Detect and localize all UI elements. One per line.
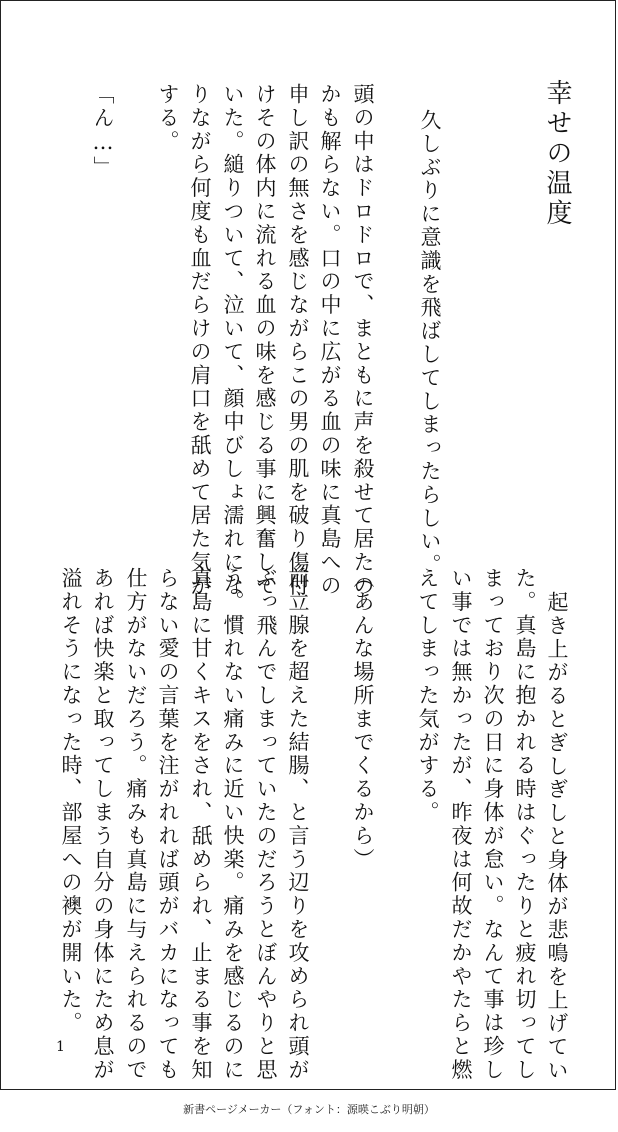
bottom-column-11: う。慣れない痛みに近い快楽。痛みを感じるのに [221, 567, 245, 1082]
top-column-11: 「ん…」 [91, 83, 115, 180]
bottom-column-9: 前立腺を超えた結腸、と言う辺りを攻められ頭が [286, 567, 310, 1082]
bottom-column-16: 溢れそうになった時、部屋への襖が開いた。 [59, 567, 83, 1035]
top-column-8: りながら何度も血だらけの肩口を舐めて居た気が [188, 83, 212, 598]
top-column-7: いた。縋りついて、泣いて、顔中びしょ濡れにな [221, 83, 245, 598]
top-column-4: かも解らない。口の中に広がる血の味に真島への [318, 83, 342, 598]
bottom-column-14: 仕方がないだろう。痛みも真島に与えられるので [124, 567, 148, 1082]
bottom-column-1: 起き上がるとぎしぎしと身体が悲鳴を上げてい [545, 591, 569, 1083]
bottom-column-4: い事では無かったが、昨夜は何故だかやたらと燃 [449, 567, 473, 1082]
top-column-3: 頭の中はドロドロで、まともに声を殺せて居たの [351, 83, 375, 598]
top-column-1: 久しぶりに意識を飛ばしてしまったらしい。 [418, 109, 442, 577]
top-column-6: けその体内に流れる血の味を感じる事に興奮して [253, 83, 277, 598]
bottom-column-10: ぶっ飛んでしまっていたのだろうとぼんやりと思 [254, 567, 278, 1082]
bottom-column-7: （あんな場所までくるから） [351, 567, 375, 872]
bottom-column-13: らない愛の言葉を注がれれば頭がバカになっても [156, 567, 180, 1082]
bottom-column-2: た。真島に抱かれる時はぐったりと疲れ切ってし [513, 567, 537, 1082]
top-column-9: する。 [156, 83, 180, 154]
bottom-column-3: まっており次の日に身体が怠い。なんて事は珍し [481, 567, 505, 1082]
story-title: 幸せの温度 [542, 79, 572, 229]
footer-credit: 新書ページメーカー（フォント：源暎こぶり明朝） [183, 1103, 435, 1116]
top-column-5: 申し訳の無さを感じながらこの男の肌を破り傷付 [286, 83, 310, 598]
bottom-column-5: えてしまった気がする。 [416, 567, 440, 825]
bottom-column-12: 真島に甘くキスをされ、舐められ、止まる事を知 [189, 567, 213, 1082]
page-number: 1 [56, 1039, 65, 1055]
bottom-column-15: あれば快楽と取ってしまう自分の身体にため息が [91, 567, 115, 1082]
